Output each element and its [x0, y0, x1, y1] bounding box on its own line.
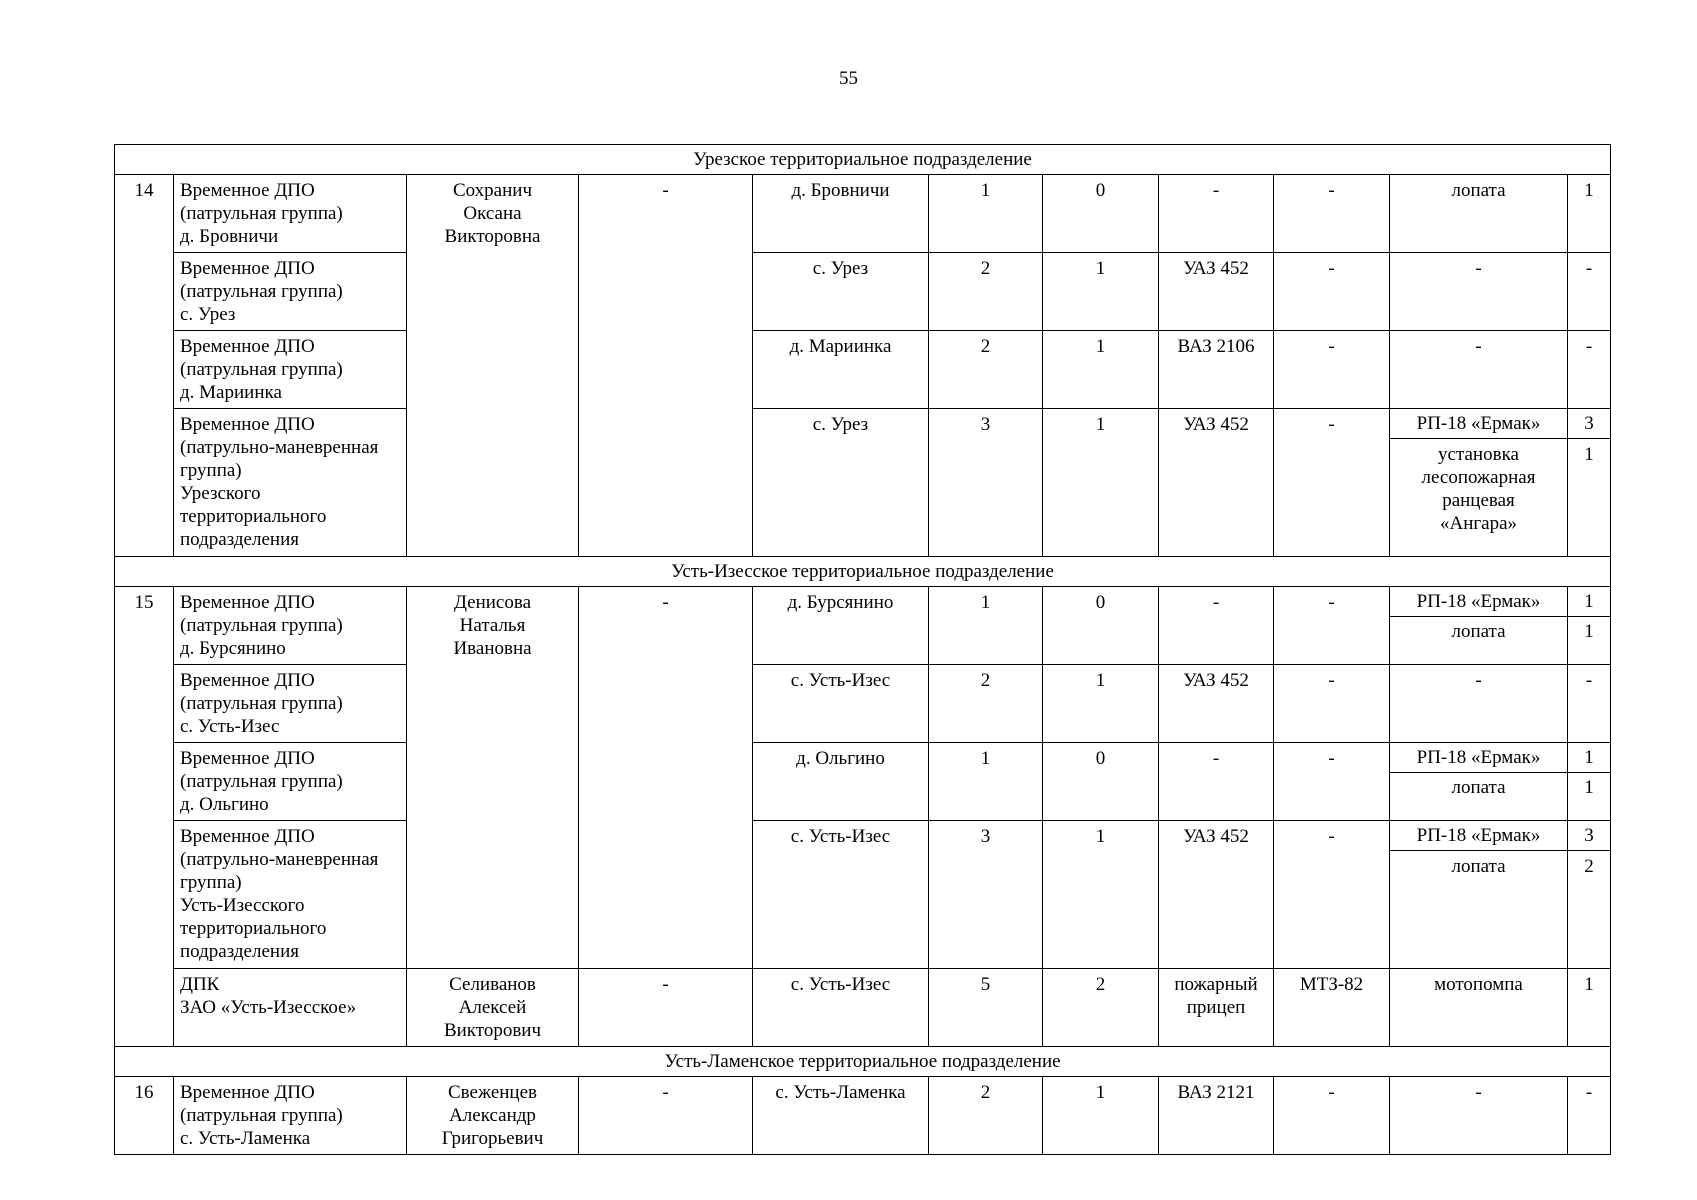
- unit-name: Временное ДПО (патрульная группа) с. Усть-Ламенка: [174, 1077, 407, 1155]
- equipment-qty: 1: [1568, 773, 1611, 821]
- vehicle-count: 1: [1043, 253, 1159, 331]
- unit-name: Временное ДПО (патрульная группа) д. Ольгино: [174, 743, 407, 821]
- vehicle-count: 1: [1043, 821, 1159, 969]
- other-tech: -: [1274, 821, 1390, 969]
- vehicle-count: 0: [1043, 743, 1159, 821]
- unit-place: с. Усть-Ламенка: [753, 1077, 929, 1155]
- equipment-name: -: [1390, 1077, 1568, 1155]
- col3-value: -: [579, 969, 753, 1047]
- equipment-name: -: [1390, 331, 1568, 409]
- people-count: 2: [929, 665, 1043, 743]
- unit-name: Временное ДПО (патрульная группа) д. Бурсянино: [174, 587, 407, 665]
- col3-value: -: [579, 1077, 753, 1155]
- vehicle-count: 1: [1043, 1077, 1159, 1155]
- vehicle-count: 1: [1043, 409, 1159, 557]
- unit-head: Сохранич Оксана Викторовна: [407, 175, 579, 557]
- col3-value: -: [579, 587, 753, 969]
- vehicle-count: 2: [1043, 969, 1159, 1047]
- equipment-qty: -: [1568, 253, 1611, 331]
- people-count: 2: [929, 253, 1043, 331]
- unit-place: д. Мариинка: [753, 331, 929, 409]
- unit-place: с. Урез: [753, 409, 929, 557]
- section-title: Усть-Изесское территориальное подразделение: [115, 557, 1611, 587]
- unit-place: с. Усть-Изес: [753, 821, 929, 969]
- vehicle-model: -: [1159, 743, 1274, 821]
- other-tech: -: [1274, 1077, 1390, 1155]
- equipment-name: лопата: [1390, 617, 1568, 665]
- vehicle-count: 0: [1043, 175, 1159, 253]
- equipment-qty: 1: [1568, 587, 1611, 617]
- equipment-qty: 1: [1568, 617, 1611, 665]
- people-count: 2: [929, 1077, 1043, 1155]
- section-header-row: [115, 557, 1611, 587]
- unit-place: с. Усть-Изес: [753, 665, 929, 743]
- equipment-qty: 3: [1568, 409, 1611, 439]
- col3-value: -: [579, 175, 753, 557]
- row-number: 14: [115, 175, 174, 557]
- vehicle-count: 1: [1043, 665, 1159, 743]
- equipment-qty: -: [1568, 1077, 1611, 1155]
- equipment-qty: 1: [1568, 439, 1611, 557]
- equipment-name: мотопомпа: [1390, 969, 1568, 1047]
- other-tech: МТЗ-82: [1274, 969, 1390, 1047]
- equipment-qty: -: [1568, 665, 1611, 743]
- unit-name: Временное ДПО (патрульная группа) с. Усть-Изес: [174, 665, 407, 743]
- other-tech: -: [1274, 409, 1390, 557]
- section-header-row: [115, 1047, 1611, 1077]
- unit-name: ДПК ЗАО «Усть-Изесское»: [174, 969, 407, 1047]
- vehicle-model: УАЗ 452: [1159, 821, 1274, 969]
- equipment-name: лопата: [1390, 773, 1568, 821]
- table-row: [115, 587, 1611, 617]
- vehicle-count: 0: [1043, 587, 1159, 665]
- unit-place: д. Бровничи: [753, 175, 929, 253]
- equipment-name: -: [1390, 665, 1568, 743]
- section-header-row: [115, 145, 1611, 175]
- other-tech: -: [1274, 743, 1390, 821]
- vehicle-model: ВАЗ 2121: [1159, 1077, 1274, 1155]
- people-count: 5: [929, 969, 1043, 1047]
- equipment-qty: 2: [1568, 851, 1611, 969]
- people-count: 3: [929, 409, 1043, 557]
- equipment-name: РП-18 «Ермак»: [1390, 587, 1568, 617]
- equipment-name: РП-18 «Ермак»: [1390, 409, 1568, 439]
- people-count: 1: [929, 743, 1043, 821]
- unit-head: Свеженцев Александр Григорьевич: [407, 1077, 579, 1155]
- people-count: 2: [929, 331, 1043, 409]
- equipment-name: РП-18 «Ермак»: [1390, 743, 1568, 773]
- unit-head: Селиванов Алексей Викторович: [407, 969, 579, 1047]
- unit-head: Денисова Наталья Ивановна: [407, 587, 579, 969]
- equipment-qty: 3: [1568, 821, 1611, 851]
- equipment-qty: -: [1568, 331, 1611, 409]
- other-tech: -: [1274, 175, 1390, 253]
- vehicle-model: -: [1159, 587, 1274, 665]
- other-tech: -: [1274, 587, 1390, 665]
- other-tech: -: [1274, 331, 1390, 409]
- table-row: [115, 409, 1611, 439]
- unit-name: Временное ДПО (патрульная группа) д. Мариинка: [174, 331, 407, 409]
- unit-name: Временное ДПО (патрульно-маневренная группа) Усть-Изесского территориального подразделения: [174, 821, 407, 969]
- row-number: 15: [115, 587, 174, 1047]
- vehicle-model: пожарный прицеп: [1159, 969, 1274, 1047]
- equipment-qty: 1: [1568, 969, 1611, 1047]
- vehicle-count: 1: [1043, 331, 1159, 409]
- fire-units-table: [114, 144, 1611, 1155]
- people-count: 1: [929, 587, 1043, 665]
- unit-name: Временное ДПО (патрульная группа) д. Бровничи: [174, 175, 407, 253]
- vehicle-model: УАЗ 452: [1159, 253, 1274, 331]
- table-row: [115, 821, 1611, 851]
- equipment-name: установка лесопожарная ранцевая «Ангара»: [1390, 439, 1568, 557]
- equipment-name: РП-18 «Ермак»: [1390, 821, 1568, 851]
- table-row: [115, 1077, 1611, 1155]
- vehicle-model: УАЗ 452: [1159, 665, 1274, 743]
- row-number: 16: [115, 1077, 174, 1155]
- unit-name: Временное ДПО (патрульная группа) с. Урез: [174, 253, 407, 331]
- equipment-qty: 1: [1568, 175, 1611, 253]
- people-count: 1: [929, 175, 1043, 253]
- other-tech: -: [1274, 665, 1390, 743]
- equipment-name: -: [1390, 253, 1568, 331]
- unit-place: д. Бурсянино: [753, 587, 929, 665]
- table-row: [115, 743, 1611, 773]
- equipment-qty: 1: [1568, 743, 1611, 773]
- table-row: [115, 331, 1611, 409]
- table-row: [115, 665, 1611, 743]
- table-row: [115, 969, 1611, 1047]
- vehicle-model: ВАЗ 2106: [1159, 331, 1274, 409]
- section-title: Усть-Ламенское территориальное подразделение: [115, 1047, 1611, 1077]
- page-number: 55: [839, 68, 858, 89]
- unit-place: с. Урез: [753, 253, 929, 331]
- section-title: Урезское территориальное подразделение: [115, 145, 1611, 175]
- unit-name: Временное ДПО (патрульно-маневренная группа) Урезского территориального подразделения: [174, 409, 407, 557]
- unit-place: с. Усть-Изес: [753, 969, 929, 1047]
- vehicle-model: УАЗ 452: [1159, 409, 1274, 557]
- unit-place: д. Ольгино: [753, 743, 929, 821]
- table-row: [115, 175, 1611, 253]
- table-row: [115, 253, 1611, 331]
- people-count: 3: [929, 821, 1043, 969]
- vehicle-model: -: [1159, 175, 1274, 253]
- other-tech: -: [1274, 253, 1390, 331]
- equipment-name: лопата: [1390, 851, 1568, 969]
- equipment-name: лопата: [1390, 175, 1568, 253]
